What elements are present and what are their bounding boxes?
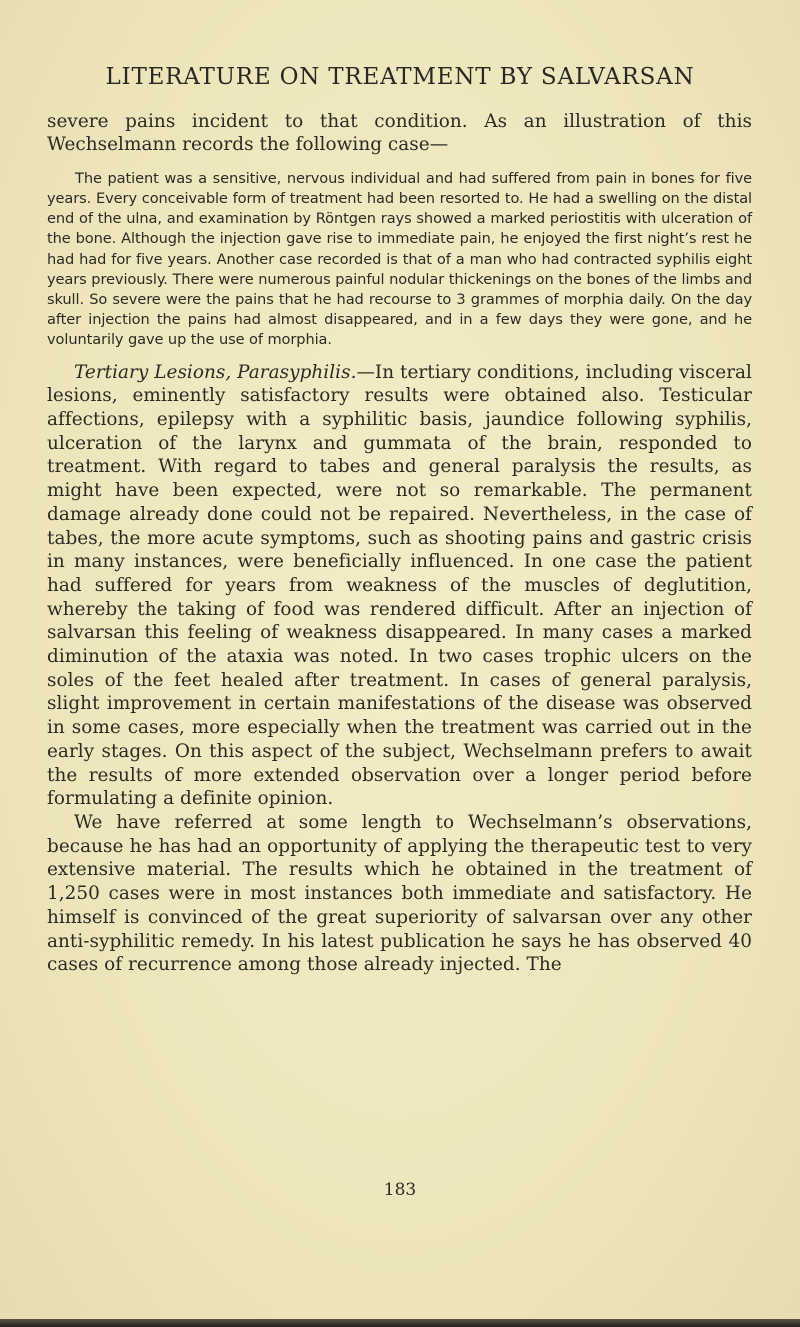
intro-paragraph: severe pains incident to that condition. As an illustration of this Wechselmann records the following case— (47, 111, 752, 156)
running-head: LITERATURE ON TREATMENT BY SALVARSAN (105, 64, 695, 90)
tertiary-lesions-paragraph (47, 361, 752, 811)
closing-paragraph: We have referred at some length to Wechselmann’s observations, because he has had an opportunity of applying the therapeutic test to very extensive material. The results which he obtained in the treatment of 1,250 cases were in most instances both immediate and satisfactory. He himself is convinced of the great superiority of salvarsan over any other anti-syphilitic remedy. In his latest publication he says he has observed 40 cases of recurrence among those already injected. The (47, 812, 752, 976)
page-bottom-edge (0, 1319, 800, 1327)
section-text: —In tertiary conditions, including visceral lesions, eminently satisfactory results were obtained also. Testicular affections, epilepsy with a syphilitic basis, jaundice following syphilis, ulceration of the larynx and gummata of the brain, responded to treatment. With regard to tabes and general paralysis the results, as might have been expected, were not so remarkable. The permanent damage already done could not be repaired. Nevertheless, in the case of tabes, the more acute symptoms, such as shooting pains and gastric crisis in many instances, were beneficially influenced. In one case the patient had suffered for years from weakness of the muscles of deglutition, whereby the taking of food was rendered difficult. After an injection of salvarsan this feeling of weakness disappeared. In many cases a marked diminution of the ataxia was noted. In two cases trophic ulcers on the soles of the feet healed after treatment. In cases of general paralysis, slight improvement in certain manifestations of the disease was observed in some cases, more especially when the treatment was carried out in the early stages. On this aspect of the subject, Wechselmann prefers to await the results of more extended observation over a longer period before formulating a definite opinion. (47, 361, 752, 810)
page-number: 183 (383, 1180, 417, 1200)
section-heading: Tertiary Lesions, Parasyphilis. (74, 361, 357, 383)
body-text (47, 110, 752, 977)
case-report-paragraph: The patient was a sensitive, nervous individual and had suffered from pain in bones for five years. Every conceivable form of treatment had been resorted to. He had a swelling on the distal end of the ulna, and examination by Röntgen rays showed a marked periostitis with ulceration of the bone. Although the injection gave rise to immediate pain, he enjoyed the first night’s rest he had had for five years. Another case recorded is that of a man who had contracted syphilis eight years previously. There were numerous painful nodular thickenings on the bones of the limbs and skull. So severe were the pains that he had recourse to 3 grammes of morphia daily. On the day after injection the pains had almost disappeared, and in a few days they were gone, and he voluntarily gave up the use of morphia. (47, 169, 752, 349)
